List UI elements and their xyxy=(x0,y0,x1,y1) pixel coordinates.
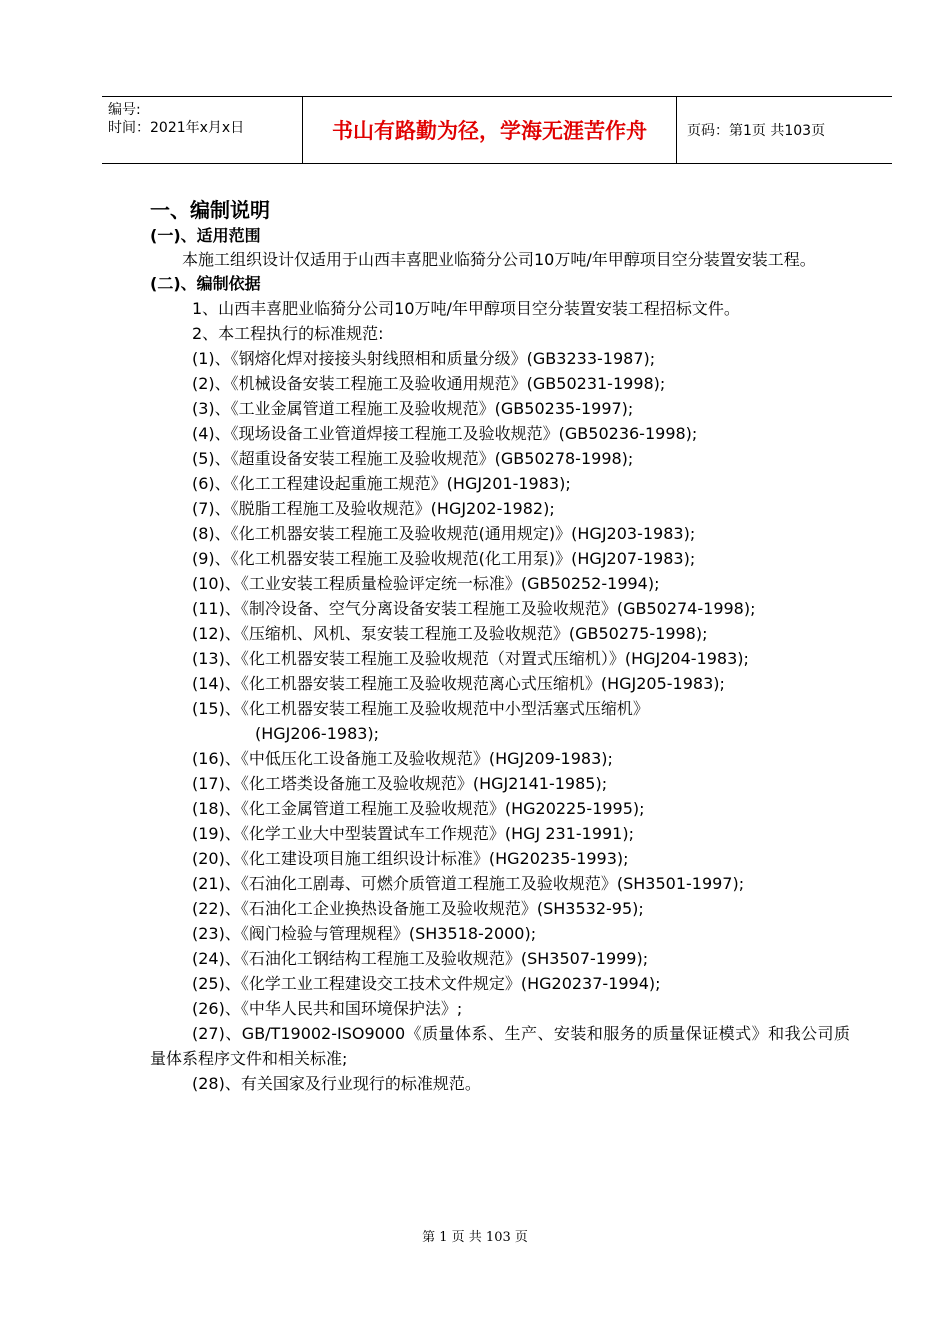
standard-item-continuation: (HGJ206-1983); xyxy=(255,724,380,743)
standard-item: (15)、《化工机器安装工程施工及验收规范中小型活塞式压缩机》 xyxy=(192,699,649,718)
section1-heading: (一)、适用范围 xyxy=(150,226,261,245)
standard-item: (21)、《石油化工剧毒、可燃介质管道工程施工及验收规范》(SH3501-1997); xyxy=(192,874,745,893)
header-meta xyxy=(102,97,303,163)
time-label: 时间：2021年x月x日 xyxy=(108,120,245,136)
standard-item: (28)、有关国家及行业现行的标准规范。 xyxy=(192,1074,481,1093)
standard-item: (13)、《化工机器安装工程施工及验收规范（对置式压缩机）》(HGJ204-1983); xyxy=(192,649,749,668)
number-label: 编号: xyxy=(108,102,141,118)
basis-line-1: 1、山西丰喜肥业临猗分公司10万吨/年甲醇项目空分装置安装工程招标文件。 xyxy=(192,299,740,318)
standard-item: (24)、《石油化工钢结构工程施工及验收规范》(SH3507-1999); xyxy=(192,949,649,968)
standard-item: (10)、《工业安装工程质量检验评定统一标准》(GB50252-1994); xyxy=(192,574,660,593)
standard-item: (25)、《化学工业工程建设交工技术文件规定》(HG20237-1994); xyxy=(192,974,661,993)
standard-item: (3)、《工业金属管道工程施工及验收规范》(GB50235-1997); xyxy=(192,399,634,418)
standard-item: (11)、《制冷设备、空气分离设备安装工程施工及验收规范》(GB50274-1998); xyxy=(192,599,756,618)
standard-item: (7)、《脱脂工程施工及验收规范》(HGJ202-1982); xyxy=(192,499,555,518)
page-header xyxy=(102,96,892,164)
standard-item: (12)、《压缩机、风机、泵安装工程施工及验收规范》(GB50275-1998); xyxy=(192,624,708,643)
standard-item: (22)、《石油化工企业换热设备施工及验收规范》(SH3532-95); xyxy=(192,899,644,918)
standard-item: (6)、《化工工程建设起重施工规范》(HGJ201-1983); xyxy=(192,474,571,493)
standard-item: (26)、《中华人民共和国环境保护法》; xyxy=(192,999,463,1018)
page-footer: 第 1 页 共 103 页 xyxy=(422,1230,528,1245)
standard-item: (23)、《阀门检验与管理规程》(SH3518-2000); xyxy=(192,924,537,943)
standard-item: (9)、《化工机器安装工程施工及验收规范(化工用泵)》(HGJ207-1983); xyxy=(192,549,696,568)
standard-item: (5)、《超重设备安装工程施工及验收规范》(GB50278-1998); xyxy=(192,449,634,468)
doc-title: 一、编制说明 xyxy=(150,198,270,222)
section1-body: 本施工组织设计仅适用于山西丰喜肥业临猗分公司10万吨/年甲醇项目空分装置安装工程。 xyxy=(182,250,816,269)
standard-item: (27)、GB/T19002-ISO9000《质量体系、生产、安装和服务的质量保证模式》和我公司质量体系程序文件和相关标准; xyxy=(150,1024,850,1068)
standard-item: (1)、《钢熔化焊对接接头射线照相和质量分级》(GB3233-1987); xyxy=(192,349,656,368)
header-motto: 书山有路勤为径，学海无涯苦作舟 xyxy=(303,97,677,163)
header-page-info: 页码：第1页 共103页 xyxy=(687,123,826,139)
standard-item: (18)、《化工金属管道工程施工及验收规范》(HG20225-1995); xyxy=(192,799,645,818)
standard-item: (2)、《机械设备安装工程施工及验收通用规范》(GB50231-1998); xyxy=(192,374,666,393)
standard-item: (14)、《化工机器安装工程施工及验收规范离心式压缩机》(HGJ205-1983); xyxy=(192,674,725,693)
standard-item: (20)、《化工建设项目施工组织设计标准》(HG20235-1993); xyxy=(192,849,629,868)
section2-heading: (二)、编制依据 xyxy=(150,274,261,293)
standard-item: (19)、《化学工业大中型装置试车工作规范》(HGJ 231-1991); xyxy=(192,824,634,843)
standard-item: (16)、《中低压化工设备施工及验收规范》(HGJ209-1983); xyxy=(192,749,613,768)
standard-item: (17)、《化工塔类设备施工及验收规范》(HGJ2141-1985); xyxy=(192,774,608,793)
standard-item: (8)、《化工机器安装工程施工及验收规范(通用规定)》(HGJ203-1983); xyxy=(192,524,696,543)
basis-line-2: 2、本工程执行的标准规范: xyxy=(192,324,384,343)
standard-item: (4)、《现场设备工业管道焊接工程施工及验收规范》(GB50236-1998); xyxy=(192,424,698,443)
document-body xyxy=(150,196,850,1096)
